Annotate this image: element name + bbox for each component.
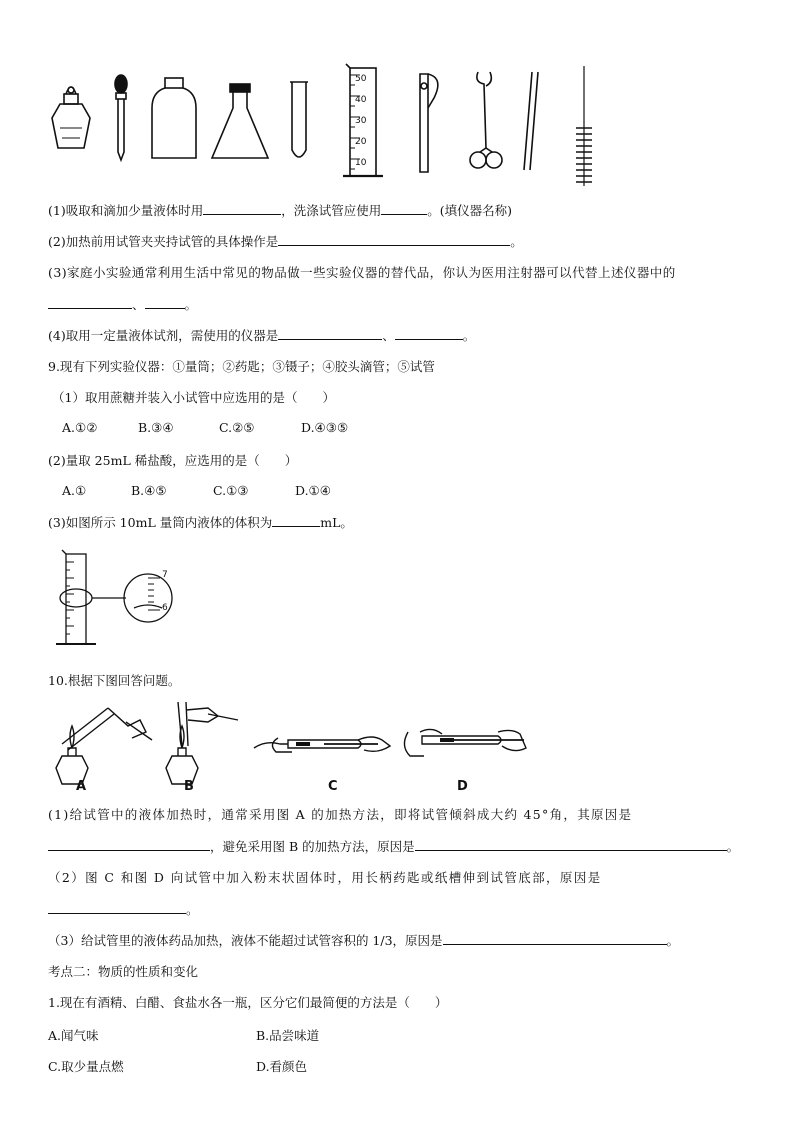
forceps-drawing [524,72,538,170]
magnifier-mark-6: 6 [162,603,168,613]
q10-part1 [48,806,632,824]
q8-p3-text-b: 、 [132,297,145,312]
q10-part2 [48,869,602,887]
instruments-figure [0,0,794,200]
answer-blank[interactable] [443,932,667,945]
figure-label-b: B [184,779,194,794]
q10-p1-text-c: 。 [726,839,740,854]
q9-sub2-option-a[interactable]: A.① [62,483,87,498]
q9-stem: 9.现有下列实验仪器：①量筒；②药匙；③镊子；④胶头滴管；⑤试管 [48,359,435,374]
q10-p2-text-a: （2）图 C 和图 D 向试管中加入粉末状固体时，用长柄药匙或纸槽伸到试管底部，原因是 [48,870,602,885]
heating-methods-figure [48,692,548,792]
q9-sub1-option-b[interactable]: B.③④ [138,420,174,435]
answer-blank[interactable] [48,838,210,851]
q9-sub2-option-d[interactable]: D.①④ [295,483,331,498]
q8-p1-text-c: 。(填仪器名称) [427,203,512,218]
section-heading: 考点二：物质的性质和变化 [48,964,199,979]
q8-p1-text-b: ，洗涤试管应使用 [281,203,382,218]
kp2-q1-option-a[interactable]: A.闻气味 [48,1028,99,1043]
q8-p2-text-b: 。 [510,234,523,249]
q9-sub3 [48,514,353,532]
answer-blank[interactable] [203,202,281,215]
q9-sub2-option-c[interactable]: C.①③ [213,483,249,498]
answer-blank[interactable] [415,838,727,851]
alcohol-lamp-drawing [52,87,90,148]
test-tube-holder-drawing [420,74,438,172]
kp2-q1: 1.现在有酒精、白醋、食盐水各一瓶，区分它们最简便的方法是（ ） [48,995,448,1010]
q10-p3-text-b: 。 [666,933,680,948]
cylinder-tick-30: 30 [355,116,367,126]
q8-part1 [48,202,512,220]
q9-sub1: （1）取用蔗糖并装入小试管中应选用的是（ ） [52,390,335,405]
cylinder-tick-10: 10 [355,158,367,168]
kp2-q1-option-c[interactable]: C.取少量点燃 [48,1059,124,1074]
cylinder-tick-50: 50 [355,74,367,84]
q8-p3-text-a: (3)家庭小实验通常利用生活中常见的物品做一些实验仪器的替代品，你认为医用注射器可以代替上述仪器中的 [48,265,676,280]
cylinder-tick-20: 20 [355,137,367,147]
q9-sub2: (2)量取 25mL 稀盐酸，应选用的是（ ） [48,453,298,468]
q9-sub2-option-b[interactable]: B.④⑤ [131,483,167,498]
q10-part2-cont [48,901,199,919]
figure-c-drawing [254,737,390,752]
answer-blank[interactable] [278,233,510,246]
q10-p2-text-b: 。 [186,902,199,917]
q10-part3 [48,932,679,950]
q10-stem: 10.根据下图回答问题。 [48,673,181,688]
q10-p1-text-b: ，避免采用图 B 的加热方法，原因是 [210,839,415,854]
answer-blank[interactable] [272,514,320,527]
figure-label-a: A [76,779,87,794]
q8-p3-text-c: 。 [184,297,198,312]
test-tube-drawing [290,82,308,157]
q9-sub1-option-d[interactable]: D.④③⑤ [301,420,349,435]
cylinder-magnifier-figure [50,548,190,658]
q10-p3-text-a: （3）给试管里的液体药品加热，液体不能超过试管容积的 1/3，原因是 [48,933,443,948]
dropper-drawing [115,75,127,160]
kp2-q1-option-b[interactable]: B.品尝味道 [256,1028,320,1043]
q8-part2 [48,233,523,251]
conical-flask-drawing [212,84,268,158]
q10-p1-text-a: (1)给试管中的液体加热时，通常采用图 A 的加热方法，即将试管倾斜成大约 45°角，其原因是 [48,807,633,822]
figure-b-drawing [166,702,238,784]
q9-s3-text-a: (3)如图所示 10mL 量筒内液体的体积为 [48,515,273,530]
figure-label-c: C [328,779,338,794]
kp2-q1-option-d[interactable]: D.看颜色 [256,1059,308,1074]
q8-p2-text-a: (2)加热前用试管夹夹持试管的具体操作是 [48,234,279,249]
answer-blank[interactable] [48,901,186,914]
q9-sub1-option-a[interactable]: A.①② [62,420,98,435]
q8-p1-text-a: (1)吸取和滴加少量液体时用 [48,203,204,218]
magnifier-mark-7: 7 [162,570,168,580]
q8-p4-text-b: 、 [382,328,395,343]
q8-part3 [48,264,676,282]
answer-blank[interactable] [48,296,132,309]
answer-blank[interactable] [145,296,185,309]
q10-part1-cont [48,838,739,856]
answer-blank[interactable] [395,327,463,340]
q8-part3-cont [48,296,197,314]
cylinder-tick-labels [355,69,366,174]
q9-sub1-option-c[interactable]: C.②⑤ [219,420,255,435]
q8-part4 [48,327,475,345]
answer-blank[interactable] [381,202,427,215]
q9-s3-text-b: mL。 [320,515,353,530]
reagent-bottle-drawing [152,78,196,158]
crucible-tongs-drawing [470,72,502,168]
figure-a-drawing [56,708,152,784]
cylinder-tick-40: 40 [355,95,367,105]
q8-p4-text-a: (4)取用一定量液体试剂，需使用的仪器是 [48,328,279,343]
figure-label-d: D [457,779,468,794]
figure-d-drawing [404,729,526,756]
q8-p4-text-c: 。 [462,328,476,343]
test-tube-brush-drawing [576,66,592,186]
answer-blank[interactable] [278,327,382,340]
